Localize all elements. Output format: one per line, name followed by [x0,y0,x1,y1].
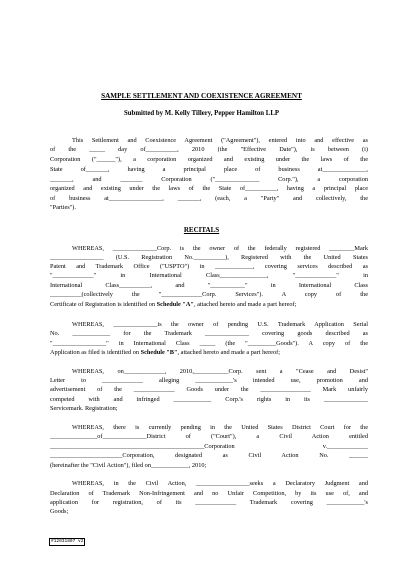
recital-1-line: Patent and Trademark Office ("USPTO") in ____________, covering services described as [50,263,368,270]
recital-1-line: "_____________" in International Class_______________, "_____________" in [50,272,368,279]
recital-4-line: _______________of______________District of ("Court"), a Civil Action entitled [50,433,368,440]
recital-5-line: application for registration, of its _____________ Trademark covering ____________'s [50,499,368,506]
recital-3-line: advertisement of the _____________ Goods under the ________________ Mark unfairly [50,386,368,393]
recital-4-line: (hereinafter the "Civil Action"), filed on____________, 2010; [50,462,207,469]
recital-3-line: competed with and infringed ____________ Corp.'s rights in its ______________ [50,396,368,403]
recital-2-line: Application as filed is identified on Schedule "B", attached hereto and made a part hereof; [50,349,280,356]
recital-5-line: WHEREAS, in the Civil Action, _________________seeks a Declaratory Judgment and [72,480,368,487]
intro-line: Corporation ("______"), a corporation organized and existing under the laws of the [50,156,368,163]
recital-1-line: __________(collectively the "_____________Corp. Services"). A copy of the [50,291,368,298]
intro-line: State of_______, having a principal place of business at______________, [50,166,368,173]
document-title: SAMPLE SETTLEMENT AND COEXISTENCE AGREEMENT [101,92,302,100]
intro-line: "Parties"). [50,204,76,211]
intro-line: of business at_________________, _______, (each, a "Party" and collectively, the [50,195,368,202]
recital-4-line: _______________________Corporation, designated as Civil Action No. ______ [50,452,368,459]
schedule-a-label: Schedule "A" [156,301,194,308]
recital-1-line: WHEREAS, ______________Corp. is the owner of the federally registered ________Mark [72,245,368,252]
recital-4-line: WHEREAS, there is currently pending in the United States District Court for the [72,424,368,431]
recital-1-line: Certificate of Registration is identified on Schedule "A", attached hereto and made a part hereof; [50,301,297,308]
schedule-b-label: Schedule "B" [140,349,178,356]
recital-2-line: No. ____________ for the Trademark ______________ covering goods described as [50,330,368,337]
recital-4-line: _________________________________________________Corporation v._____________ [50,443,368,450]
recitals-heading: RECITALS [183,226,220,234]
document-reference-number: #12031807 v2 [51,539,84,544]
intro-line: organized and existing under the laws of the State of__________, having a principal place [50,185,368,192]
recital-1-line: _________________ (U.S. Registration No.__________), Registered with the United States [50,254,368,261]
recital-3-line: Servicemark. Registration; [50,405,118,412]
recital-3-line: Letter to _____________ alleging ____________'s intended use, promotion and [50,377,368,384]
recital-1-line: International Class__________, and "___________" in International Class [50,282,368,289]
recital-5-line: Declaration of Trademark Non-Infringement and no Unfair Competition, by its use of, and [50,490,368,497]
recital-2-line: WHEREAS, ______________is the owner of pending U.S. Trademark Application Serial [72,321,368,328]
intro-line: _______, and _______ Corporation ("______________ Corp."), a corporation [50,176,368,183]
intro-line: This Settlement and Coexistence Agreement ("Agreement"), entered into and effective as [72,137,368,144]
recital-5-line: Goods; [50,508,69,515]
intro-line: of the _____ day of__________, 2010 (the "Effective Date"), is between (i) [50,146,368,153]
recital-3-line: WHEREAS, on_____________, 2010,___________Corp. sent a "Cease and Desist" [72,368,368,375]
document-subtitle: Submitted by M. Kelly Tillery, Pepper Hamilton LLP [123,110,279,117]
recital-2-line: "_________________" in International Class _____ (the "_________Goods"). A copy of the [50,340,368,347]
